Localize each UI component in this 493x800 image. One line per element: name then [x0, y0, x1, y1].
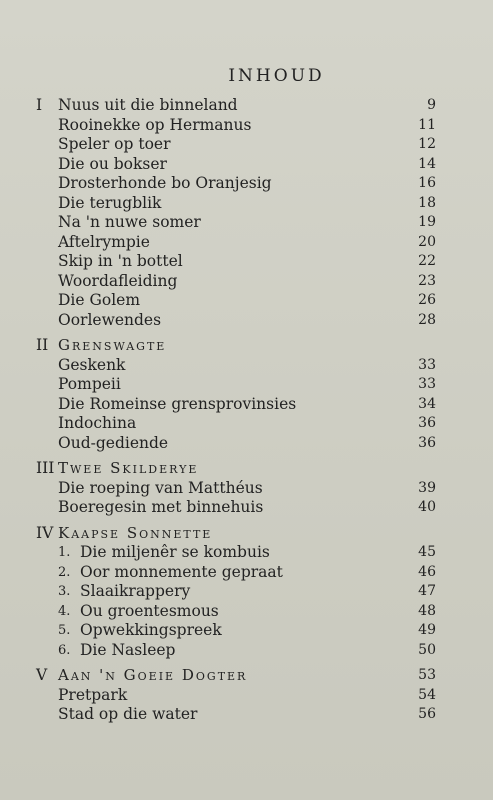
entry-index: 2. [58, 564, 71, 580]
section-heading: Twee Skilderye [58, 459, 199, 477]
page-number: 47 [418, 583, 436, 599]
page-number: 50 [418, 641, 436, 658]
entry-title: Oorlewendes [58, 310, 162, 329]
section-numeral: I [36, 96, 43, 114]
toc-entry [36, 414, 436, 434]
section-heading-row [36, 459, 436, 479]
page-number: 14 [418, 155, 436, 172]
toc-entry [36, 116, 436, 136]
entry-index: 5. [58, 623, 71, 638]
page-number: 16 [418, 175, 436, 191]
section-heading-row [36, 336, 436, 356]
entry-index: 4. [58, 603, 71, 619]
toc-entry [36, 582, 436, 602]
entry-title: Oud-gediende [58, 433, 169, 452]
entry-index: 1. [58, 545, 71, 560]
section-numeral: IV [36, 523, 54, 542]
entry-title: Opwekkingspreek [80, 621, 222, 639]
section-heading: Kaapse Sonnette [58, 523, 213, 542]
toc-section-3 [36, 459, 436, 518]
entry-title: Die miljenêr se kombuis [80, 543, 270, 561]
page-number: 22 [418, 253, 436, 269]
entry-title: Woordafleiding [58, 271, 178, 290]
toc-entry [36, 272, 436, 292]
page-number: 9 [427, 97, 436, 113]
entry-title: Pretpark [58, 685, 128, 704]
page-number: 48 [418, 602, 436, 619]
page-number: 33 [418, 356, 436, 373]
page-number: 45 [418, 544, 436, 560]
toc-entry [36, 252, 436, 272]
page-number: 33 [418, 376, 436, 392]
toc-entry [36, 686, 436, 706]
toc-entry [36, 135, 436, 155]
toc-entry [36, 563, 436, 583]
toc-entry [36, 621, 436, 641]
toc-section-1 [36, 96, 436, 330]
entry-title: Na 'n nuwe somer [58, 213, 201, 231]
toc-section-5 [36, 666, 436, 725]
entry-title: Indochina [58, 414, 137, 432]
page-number: 34 [418, 395, 436, 412]
entry-title: Aftelrympie [58, 232, 150, 251]
entry-title: Die roeping van Matthéus [58, 478, 263, 497]
page-title: INHOUD [228, 66, 325, 86]
section-numeral: V [36, 666, 48, 684]
page-number: 40 [418, 499, 436, 515]
section-heading: Grenswagte [58, 336, 167, 354]
entry-title: Die ou bokser [58, 154, 167, 173]
toc-entry [36, 291, 436, 311]
toc-entry [36, 705, 436, 725]
entry-title: Oor monnemente gepraat [80, 562, 283, 581]
page-number: 23 [418, 272, 436, 289]
section-numeral: III [36, 459, 55, 477]
table-of-contents [36, 96, 436, 731]
entry-index: 6. [58, 642, 71, 658]
toc-section-4 [36, 524, 436, 661]
entry-title: Geskenk [58, 355, 126, 374]
entry-title: Ou groentesmous [80, 601, 219, 620]
toc-entry [36, 498, 436, 518]
section-heading: Aan 'n Goeie Dogter [58, 666, 248, 684]
entry-title: Stad op die water [58, 705, 198, 723]
section-heading-row [36, 524, 436, 544]
entry-title: Skip in 'n bottel [58, 252, 183, 270]
toc-entry [36, 375, 436, 395]
toc-entry [36, 233, 436, 253]
entry-title: Slaaikrappery [80, 582, 191, 600]
toc-section-2 [36, 336, 436, 453]
entry-title: Die Romeinse grensprovinsies [58, 394, 297, 413]
page-number: 26 [418, 292, 436, 308]
page-number: 54 [418, 686, 436, 703]
toc-entry [36, 434, 436, 454]
entry-title: Pompeii [58, 375, 121, 393]
toc-entry [36, 543, 436, 563]
section-heading-row [36, 666, 436, 686]
page-number: 53 [418, 667, 436, 683]
page-number: 39 [418, 479, 436, 496]
entry-title: Die Golem [58, 291, 141, 309]
page-number: 20 [418, 233, 436, 250]
toc-entry [36, 602, 436, 622]
section-heading: Nuus uit die binneland [58, 96, 238, 114]
toc-entry [36, 311, 436, 331]
toc-entry [36, 641, 436, 661]
page-number: 28 [418, 311, 436, 328]
section-numeral: II [36, 336, 49, 354]
toc-entry [36, 155, 436, 175]
page-number: 18 [418, 194, 436, 211]
page-number: 49 [418, 622, 436, 638]
toc-entry [36, 356, 436, 376]
entry-title: Die Nasleep [80, 640, 176, 659]
entry-index: 3. [58, 584, 71, 599]
page-number: 46 [418, 563, 436, 580]
toc-entry [36, 479, 436, 499]
entry-title: Rooinekke op Hermanus [58, 115, 252, 134]
entry-title: Drosterhonde bo Oranjesig [58, 174, 272, 192]
entry-title: Speler op toer [58, 135, 171, 153]
page-number: 19 [418, 214, 436, 230]
entry-title: Die terugblik [58, 193, 162, 212]
section-heading-row [36, 96, 436, 116]
entry-title: Boeregesin met binnehuis [58, 498, 264, 516]
toc-entry [36, 213, 436, 233]
toc-entry [36, 395, 436, 415]
toc-entry [36, 194, 436, 214]
toc-entry [36, 174, 436, 194]
page-number: 11 [418, 116, 436, 133]
page-number: 36 [418, 415, 436, 431]
page-number: 56 [418, 706, 436, 722]
page-number: 36 [418, 434, 436, 451]
page-number: 12 [418, 136, 436, 152]
